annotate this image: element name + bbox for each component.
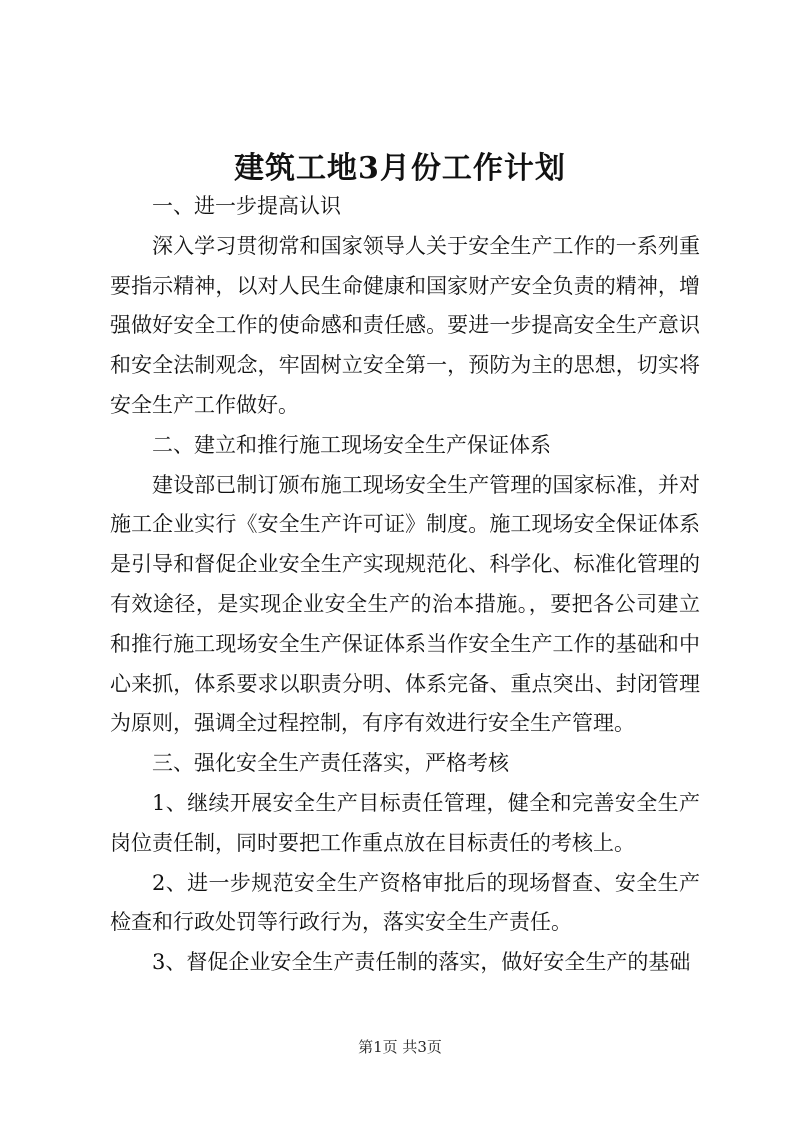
paragraph-1: 深入学习贯彻常和国家领导人关于安全生产工作的一系列重要指示精神，以对人民生命健康和国家财产安全负责的精神，增强做好安全工作的使命感和责任感。要进一步提高安全生产意识和安全法制观念，牢固树立安全第一，预防为主的思想，切实将安全生产工作做好。 [110, 233, 700, 417]
page-footer: 第1页 共3页 [358, 1038, 442, 1056]
document-body [110, 187, 700, 983]
list-item-1: 1、继续开展安全生产目标责任管理，健全和完善安全生产岗位责任制，同时要把工作重点放在目标责任的考核上。 [110, 790, 700, 855]
section-heading-1: 一、进一步提高认识 [152, 194, 341, 218]
paragraph-2: 建设部已制订颁布施工现场安全生产管理的国家标准，并对施工企业实行《安全生产许可证》制度。施工现场安全保证体系是引导和督促企业安全生产实现规范化、科学化、标准化管理的有效途径，是实现企业安全生产的治本措施。，要把各公司建立和推行施工现场安全生产保证体系当作安全生产工作的基础和中心来抓，体系要求以职责分明、体系完备、重点突出、封闭管理为原则，强调全过程控制，有序有效进行安全生产管理。 [110, 472, 700, 736]
section-heading-3: 三、强化安全生产责任落实，严格考核 [152, 751, 509, 776]
list-item-2: 2、进一步规范安全生产资格审批后的现场督查、安全生产检查和行政处罚等行政行为，落实安全生产责任。 [110, 870, 700, 935]
list-item-3: 3、督促企业安全生产责任制的落实，做好安全生产的基础 [152, 950, 691, 975]
document-title: 建筑工地3月份工作计划 [234, 151, 566, 186]
section-heading-2: 二、建立和推行施工现场安全生产保证体系 [152, 432, 551, 457]
